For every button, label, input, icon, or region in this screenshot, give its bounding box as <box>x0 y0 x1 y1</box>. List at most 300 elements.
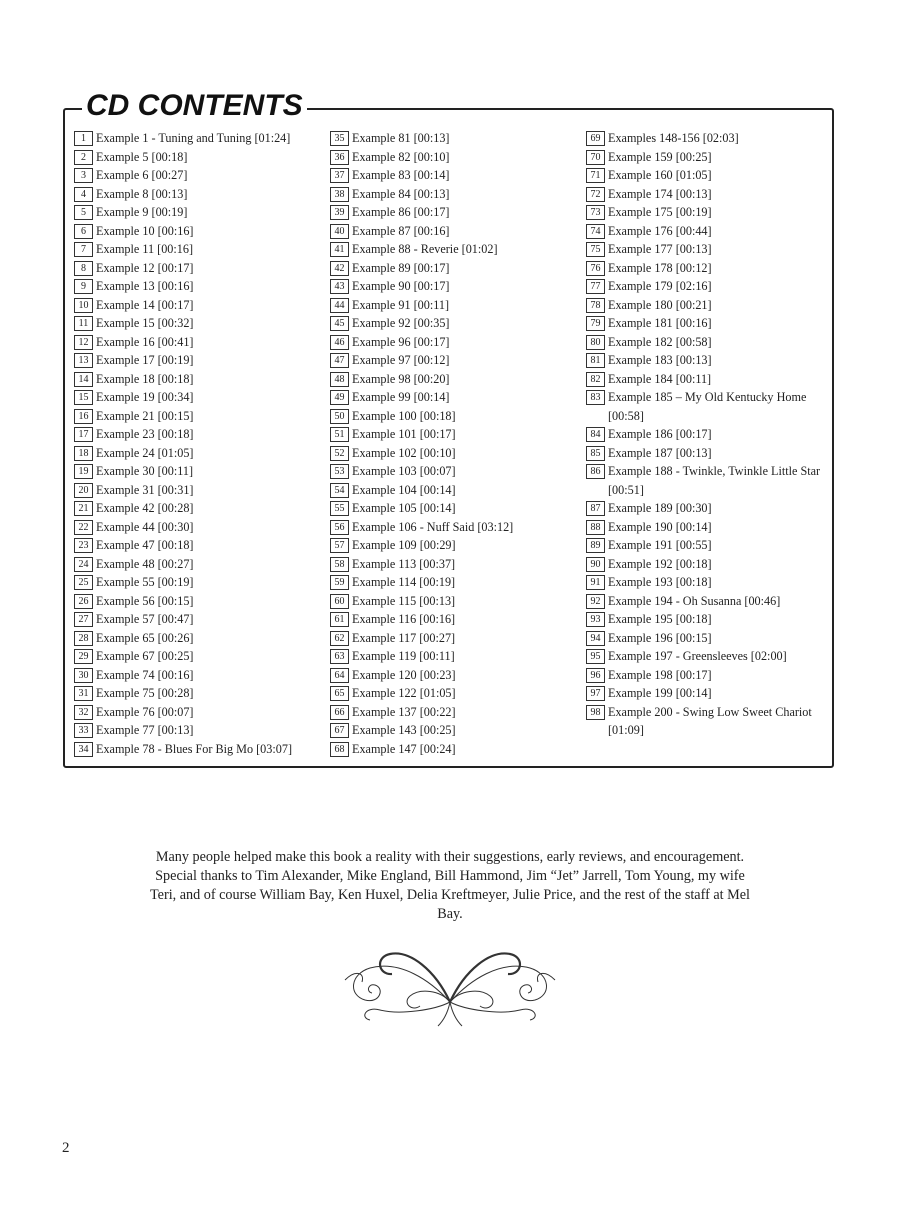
track-title: Example 74 [00:16] <box>96 667 194 682</box>
track-title: Example 17 [00:19] <box>96 353 194 367</box>
track-number-box: 54 <box>330 483 349 498</box>
track-number-box: 98 <box>586 705 605 720</box>
track-number-box: 30 <box>74 668 93 683</box>
track-item <box>74 222 324 241</box>
track-number-box: 17 <box>74 427 93 442</box>
track-item <box>330 629 580 648</box>
track-title: Example 105 [00:14] <box>352 501 456 515</box>
track-item <box>330 647 580 666</box>
track-title: Example 87 [00:16] <box>352 223 450 238</box>
track-title: Example 180 [00:21] <box>608 297 712 312</box>
track-item <box>74 740 324 759</box>
track-title: Example 188 - Twinkle, Twinkle Little Star [00:51] <box>608 464 821 497</box>
track-item <box>74 425 324 444</box>
cd-contents-heading: CD CONTENTS <box>82 86 307 126</box>
track-title: Example 185 – My Old Kentucky Home [00:58] <box>608 390 807 423</box>
track-number-box: 7 <box>74 242 93 257</box>
acknowledgement-text: Many people helped make this book a reality with their suggestions, early reviews, and encouragement. Special thanks to Tim Alexander, Mike England, Bill Hammond, Jim “Jet” Jarrell, Tom Young, my wife Teri, and of course William Bay, Ken Huxel, Delia Kreftmeyer, Julie Price, and the rest of the staff at Mel Bay. <box>150 849 750 922</box>
track-title: Example 119 [00:11] <box>352 649 455 663</box>
track-title: Example 8 [00:13] <box>96 186 188 201</box>
track-title: Example 184 [00:11] <box>608 371 712 386</box>
track-number-box: 77 <box>586 279 605 294</box>
track-item <box>74 203 324 222</box>
track-title: Example 100 [00:18] <box>352 408 456 423</box>
track-number-box: 76 <box>586 261 605 276</box>
track-title: Example 55 [00:19] <box>96 575 194 589</box>
track-number-box: 26 <box>74 594 93 609</box>
track-item <box>74 444 324 463</box>
track-number-box: 25 <box>74 575 93 590</box>
track-item <box>586 573 826 592</box>
track-number-box: 85 <box>586 446 605 461</box>
track-column-2 <box>330 129 580 758</box>
track-number-box: 65 <box>330 686 349 701</box>
track-number-box: 44 <box>330 298 349 313</box>
track-item <box>330 518 580 537</box>
track-title: Example 47 [00:18] <box>96 538 194 552</box>
track-item <box>330 296 580 315</box>
track-number-box: 86 <box>586 464 605 479</box>
track-number-box: 96 <box>586 668 605 683</box>
track-title: Example 18 [00:18] <box>96 371 194 386</box>
track-item <box>586 277 826 296</box>
track-number-box: 52 <box>330 446 349 461</box>
track-item <box>586 536 826 555</box>
track-item <box>330 573 580 592</box>
track-item <box>74 277 324 296</box>
track-item <box>330 148 580 167</box>
track-title: Example 97 [00:12] <box>352 353 450 367</box>
track-number-box: 12 <box>74 335 93 350</box>
track-number-box: 92 <box>586 594 605 609</box>
track-title: Example 114 [00:19] <box>352 575 456 589</box>
track-title: Examples 148-156 [02:03] <box>608 131 739 145</box>
track-item <box>586 222 826 241</box>
track-title: Example 6 [00:27] <box>96 168 188 182</box>
track-title: Example 137 [00:22] <box>352 704 456 719</box>
track-number-box: 66 <box>330 705 349 720</box>
track-item <box>586 166 826 185</box>
track-number-box: 11 <box>74 316 93 331</box>
track-item <box>330 462 580 481</box>
track-title: Example 21 [00:15] <box>96 408 194 423</box>
track-number-box: 81 <box>586 353 605 368</box>
track-title: Example 42 [00:28] <box>96 501 194 515</box>
track-title: Example 143 [00:25] <box>352 723 456 737</box>
track-item <box>586 647 826 666</box>
track-item <box>330 555 580 574</box>
track-title: Example 11 [00:16] <box>96 242 194 256</box>
track-number-box: 20 <box>74 483 93 498</box>
track-title: Example 174 [00:13] <box>608 186 712 201</box>
track-number-box: 94 <box>586 631 605 646</box>
track-number-box: 47 <box>330 353 349 368</box>
track-title: Example 195 [00:18] <box>608 612 712 626</box>
track-title: Example 23 [00:18] <box>96 427 194 441</box>
track-item <box>330 166 580 185</box>
track-title: Example 1 - Tuning and Tuning [01:24] <box>96 131 291 145</box>
track-item <box>74 314 324 333</box>
track-column-1 <box>74 129 324 758</box>
track-column-3 <box>586 129 826 740</box>
track-title: Example 101 [00:17] <box>352 427 456 441</box>
track-title: Example 77 [00:13] <box>96 723 194 737</box>
track-item <box>74 407 324 426</box>
track-item <box>330 333 580 352</box>
track-item <box>74 240 324 259</box>
track-title: Example 102 [00:10] <box>352 445 456 460</box>
track-title: Example 197 - Greensleeves [02:00] <box>608 649 787 663</box>
track-number-box: 24 <box>74 557 93 572</box>
track-item <box>330 536 580 555</box>
track-item <box>74 296 324 315</box>
track-number-box: 38 <box>330 187 349 202</box>
track-title: Example 92 [00:35] <box>352 316 450 330</box>
track-item <box>330 222 580 241</box>
track-title: Example 198 [00:17] <box>608 667 712 682</box>
track-item <box>586 629 826 648</box>
track-item <box>330 740 580 759</box>
track-title: Example 9 [00:19] <box>96 205 188 219</box>
track-number-box: 58 <box>330 557 349 572</box>
track-item <box>586 185 826 204</box>
track-number-box: 69 <box>586 131 605 146</box>
track-number-box: 40 <box>330 224 349 239</box>
track-number-box: 41 <box>330 242 349 257</box>
page-number: 2 <box>62 1140 70 1156</box>
track-number-box: 87 <box>586 501 605 516</box>
track-number-box: 39 <box>330 205 349 220</box>
track-title: Example 190 [00:14] <box>608 519 712 534</box>
track-item <box>74 462 324 481</box>
track-item <box>586 351 826 370</box>
track-item <box>586 610 826 629</box>
track-title: Example 82 [00:10] <box>352 149 450 164</box>
track-number-box: 21 <box>74 501 93 516</box>
track-number-box: 33 <box>74 723 93 738</box>
track-title: Example 86 [00:17] <box>352 205 450 219</box>
track-title: Example 187 [00:13] <box>608 445 712 460</box>
track-number-box: 32 <box>74 705 93 720</box>
track-title: Example 76 [00:07] <box>96 704 194 719</box>
track-item <box>586 444 826 463</box>
track-item <box>586 259 826 278</box>
track-number-box: 83 <box>586 390 605 405</box>
track-number-box: 78 <box>586 298 605 313</box>
track-title: Example 78 - Blues For Big Mo [03:07] <box>96 741 292 756</box>
track-title: Example 200 - Swing Low Sweet Chariot [01:09] <box>608 704 812 737</box>
track-item <box>586 240 826 259</box>
track-item <box>586 425 826 444</box>
track-title: Example 175 [00:19] <box>608 205 712 219</box>
track-item <box>330 129 580 148</box>
track-item <box>74 481 324 500</box>
track-item <box>330 314 580 333</box>
track-item <box>586 499 826 518</box>
track-title: Example 176 [00:44] <box>608 223 712 238</box>
track-title: Example 31 [00:31] <box>96 482 194 497</box>
track-item <box>330 666 580 685</box>
track-title: Example 16 [00:41] <box>96 334 194 349</box>
track-item <box>74 721 324 740</box>
track-item <box>74 518 324 537</box>
track-number-box: 68 <box>330 742 349 757</box>
track-title: Example 120 [00:23] <box>352 667 456 682</box>
track-title: Example 117 [00:27] <box>352 630 456 645</box>
track-number-box: 28 <box>74 631 93 646</box>
track-number-box: 51 <box>330 427 349 442</box>
track-title: Example 189 [00:30] <box>608 501 712 515</box>
track-title: Example 10 [00:16] <box>96 223 194 238</box>
track-item <box>586 296 826 315</box>
track-number-box: 14 <box>74 372 93 387</box>
track-number-box: 74 <box>586 224 605 239</box>
track-item <box>586 592 826 611</box>
track-number-box: 36 <box>330 150 349 165</box>
track-number-box: 43 <box>330 279 349 294</box>
track-number-box: 48 <box>330 372 349 387</box>
track-title: Example 90 [00:17] <box>352 279 450 293</box>
track-title: Example 67 [00:25] <box>96 649 194 663</box>
track-item <box>74 703 324 722</box>
track-number-box: 15 <box>74 390 93 405</box>
track-title: Example 104 [00:14] <box>352 482 456 497</box>
track-item <box>330 592 580 611</box>
track-number-box: 79 <box>586 316 605 331</box>
track-title: Example 83 [00:14] <box>352 168 450 182</box>
track-item <box>74 684 324 703</box>
track-title: Example 181 [00:16] <box>608 316 712 330</box>
track-title: Example 91 [00:11] <box>352 297 450 312</box>
track-number-box: 22 <box>74 520 93 535</box>
track-number-box: 45 <box>330 316 349 331</box>
track-item <box>330 407 580 426</box>
track-number-box: 55 <box>330 501 349 516</box>
track-title: Example 196 [00:15] <box>608 630 712 645</box>
track-item <box>586 370 826 389</box>
track-number-box: 63 <box>330 649 349 664</box>
track-item <box>330 203 580 222</box>
track-item <box>330 703 580 722</box>
track-item <box>74 185 324 204</box>
track-title: Example 106 - Nuff Said [03:12] <box>352 519 514 534</box>
track-item <box>74 499 324 518</box>
track-title: Example 194 - Oh Susanna [00:46] <box>608 593 781 608</box>
track-number-box: 50 <box>330 409 349 424</box>
track-item <box>586 555 826 574</box>
track-title: Example 113 [00:37] <box>352 556 456 571</box>
track-number-box: 56 <box>330 520 349 535</box>
track-title: Example 191 [00:55] <box>608 538 712 552</box>
track-title: Example 65 [00:26] <box>96 630 194 645</box>
track-title: Example 84 [00:13] <box>352 186 450 201</box>
track-number-box: 80 <box>586 335 605 350</box>
track-item <box>74 370 324 389</box>
track-number-box: 82 <box>586 372 605 387</box>
track-number-box: 53 <box>330 464 349 479</box>
track-title: Example 179 [02:16] <box>608 279 712 293</box>
track-item <box>74 610 324 629</box>
track-number-box: 64 <box>330 668 349 683</box>
track-item <box>586 462 826 499</box>
track-item <box>74 333 324 352</box>
track-title: Example 159 [00:25] <box>608 149 712 164</box>
track-title: Example 98 [00:20] <box>352 371 450 386</box>
track-title: Example 5 [00:18] <box>96 149 188 164</box>
track-number-box: 2 <box>74 150 93 165</box>
track-title: Example 109 [00:29] <box>352 538 456 552</box>
track-number-box: 27 <box>74 612 93 627</box>
track-number-box: 10 <box>74 298 93 313</box>
track-title: Example 81 [00:13] <box>352 131 450 145</box>
track-number-box: 35 <box>330 131 349 146</box>
track-number-box: 91 <box>586 575 605 590</box>
track-number-box: 9 <box>74 279 93 294</box>
track-item <box>586 703 826 740</box>
track-item <box>74 629 324 648</box>
track-title: Example 12 [00:17] <box>96 260 194 275</box>
track-number-box: 97 <box>586 686 605 701</box>
track-title: Example 56 [00:15] <box>96 593 194 608</box>
track-title: Example 88 - Reverie [01:02] <box>352 242 498 256</box>
track-title: Example 30 [00:11] <box>96 464 194 478</box>
track-item <box>74 647 324 666</box>
track-item <box>330 185 580 204</box>
track-item <box>586 684 826 703</box>
track-number-box: 5 <box>74 205 93 220</box>
track-number-box: 1 <box>74 131 93 146</box>
track-number-box: 70 <box>586 150 605 165</box>
track-item <box>586 203 826 222</box>
track-item <box>330 481 580 500</box>
track-item <box>74 129 324 148</box>
track-item <box>330 351 580 370</box>
track-title: Example 13 [00:16] <box>96 279 194 293</box>
track-number-box: 4 <box>74 187 93 202</box>
track-number-box: 59 <box>330 575 349 590</box>
track-number-box: 95 <box>586 649 605 664</box>
track-title: Example 103 [00:07] <box>352 464 456 478</box>
track-title: Example 96 [00:17] <box>352 334 450 349</box>
track-number-box: 8 <box>74 261 93 276</box>
track-item <box>586 129 826 148</box>
track-title: Example 48 [00:27] <box>96 556 194 571</box>
track-number-box: 75 <box>586 242 605 257</box>
track-item <box>330 610 580 629</box>
track-title: Example 178 [00:12] <box>608 260 712 275</box>
track-item <box>74 166 324 185</box>
track-title: Example 115 [00:13] <box>352 593 456 608</box>
track-item <box>74 536 324 555</box>
track-number-box: 3 <box>74 168 93 183</box>
track-number-box: 42 <box>330 261 349 276</box>
track-number-box: 29 <box>74 649 93 664</box>
track-item <box>74 555 324 574</box>
track-item <box>74 592 324 611</box>
track-item <box>74 666 324 685</box>
track-number-box: 72 <box>586 187 605 202</box>
track-item <box>586 518 826 537</box>
track-item <box>74 351 324 370</box>
track-number-box: 67 <box>330 723 349 738</box>
track-number-box: 93 <box>586 612 605 627</box>
track-number-box: 57 <box>330 538 349 553</box>
track-number-box: 73 <box>586 205 605 220</box>
track-number-box: 71 <box>586 168 605 183</box>
track-item <box>74 573 324 592</box>
track-title: Example 24 [01:05] <box>96 445 194 460</box>
track-number-box: 62 <box>330 631 349 646</box>
track-item <box>330 277 580 296</box>
track-title: Example 44 [00:30] <box>96 519 194 534</box>
track-number-box: 84 <box>586 427 605 442</box>
track-number-box: 6 <box>74 224 93 239</box>
track-title: Example 15 [00:32] <box>96 316 194 330</box>
track-item <box>330 259 580 278</box>
track-number-box: 16 <box>74 409 93 424</box>
track-title: Example 186 [00:17] <box>608 427 712 441</box>
track-number-box: 34 <box>74 742 93 757</box>
track-title: Example 14 [00:17] <box>96 297 194 312</box>
track-number-box: 90 <box>586 557 605 572</box>
track-number-box: 31 <box>74 686 93 701</box>
track-item <box>586 388 826 425</box>
track-title: Example 75 [00:28] <box>96 686 194 700</box>
track-title: Example 116 [00:16] <box>352 612 456 626</box>
track-number-box: 60 <box>330 594 349 609</box>
track-item <box>586 314 826 333</box>
track-title: Example 182 [00:58] <box>608 334 712 349</box>
track-title: Example 183 [00:13] <box>608 353 712 367</box>
track-number-box: 89 <box>586 538 605 553</box>
track-item <box>330 388 580 407</box>
track-number-box: 13 <box>74 353 93 368</box>
track-item <box>330 425 580 444</box>
track-item <box>330 721 580 740</box>
track-title: Example 99 [00:14] <box>352 390 450 404</box>
track-number-box: 37 <box>330 168 349 183</box>
track-item <box>586 333 826 352</box>
track-item <box>586 148 826 167</box>
track-item <box>74 259 324 278</box>
track-item <box>330 499 580 518</box>
track-title: Example 192 [00:18] <box>608 556 712 571</box>
track-number-box: 88 <box>586 520 605 535</box>
track-number-box: 46 <box>330 335 349 350</box>
track-title: Example 160 [01:05] <box>608 168 712 182</box>
track-title: Example 19 [00:34] <box>96 390 194 404</box>
track-title: Example 122 [01:05] <box>352 686 456 700</box>
track-number-box: 49 <box>330 390 349 405</box>
track-item <box>586 666 826 685</box>
track-item <box>74 148 324 167</box>
track-item <box>330 684 580 703</box>
track-item <box>74 388 324 407</box>
track-title: Example 57 [00:47] <box>96 612 194 626</box>
track-number-box: 61 <box>330 612 349 627</box>
track-title: Example 199 [00:14] <box>608 686 712 700</box>
flourish-ornament-icon <box>340 940 560 1035</box>
track-item <box>330 370 580 389</box>
track-number-box: 18 <box>74 446 93 461</box>
track-title: Example 89 [00:17] <box>352 260 450 275</box>
track-title: Example 193 [00:18] <box>608 575 712 589</box>
track-item <box>330 444 580 463</box>
track-title: Example 147 [00:24] <box>352 741 456 756</box>
track-item <box>330 240 580 259</box>
track-number-box: 23 <box>74 538 93 553</box>
track-title: Example 177 [00:13] <box>608 242 712 256</box>
